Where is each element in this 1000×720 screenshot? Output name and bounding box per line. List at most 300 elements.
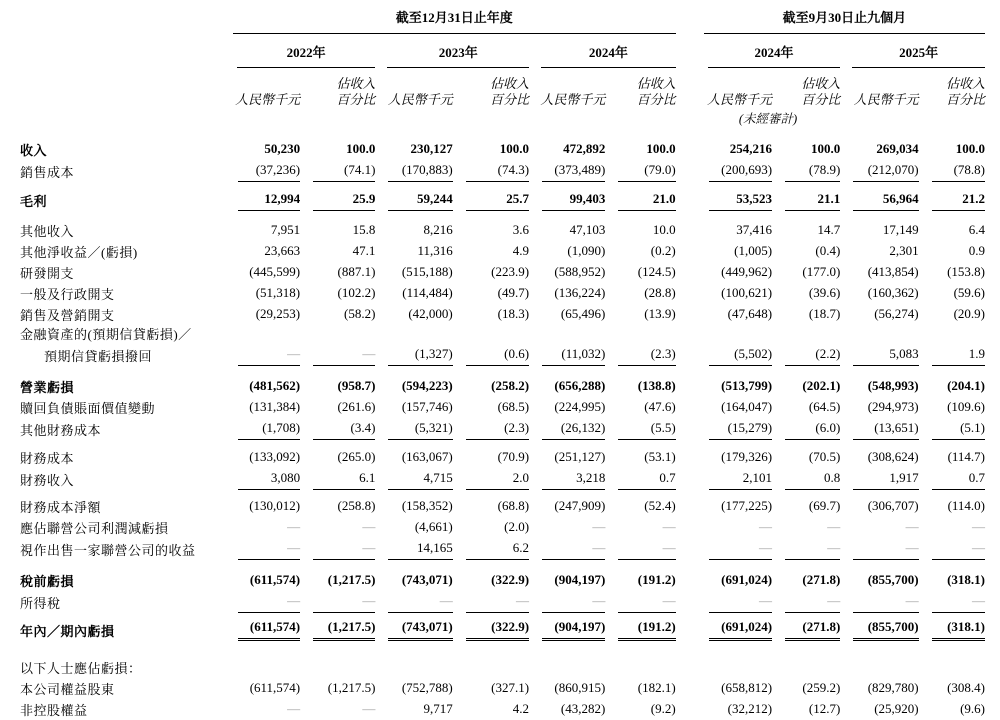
cell-value: (5,502) xyxy=(709,344,772,366)
pct-cell xyxy=(919,220,985,241)
group-header-row xyxy=(20,8,985,34)
cell-value: 56,964 xyxy=(853,189,918,211)
cell-value: (11,032) xyxy=(542,344,605,366)
cell-value: 47,103 xyxy=(569,222,606,237)
pct-cell xyxy=(453,570,529,591)
cell-value: (200,693) xyxy=(709,160,772,182)
pct-cell xyxy=(300,220,375,241)
cell-value: (1,217.5) xyxy=(327,680,376,695)
pct-cell xyxy=(772,591,840,613)
pct-cell xyxy=(605,220,675,241)
cell-value: (43,282) xyxy=(560,701,606,716)
pct-cell xyxy=(605,538,675,560)
table-row xyxy=(20,699,985,720)
corner-cell xyxy=(20,34,225,68)
cell-value: (59.6) xyxy=(953,285,985,300)
amount-cell xyxy=(225,678,300,699)
cell-value: (656,288) xyxy=(554,378,606,393)
amount-cell xyxy=(225,591,300,613)
amount-cell xyxy=(225,189,300,211)
amount-cell xyxy=(840,678,918,699)
cell-value: 3.6 xyxy=(512,222,530,237)
amount-cell xyxy=(840,344,918,366)
pct-cell xyxy=(772,139,840,160)
row-label: 金融資產的(預期信貸虧損)／ xyxy=(20,327,192,342)
amount-cell xyxy=(840,447,918,468)
group-header-label: 截至9月30日止九個月 xyxy=(704,8,985,34)
pct-cell xyxy=(453,160,529,182)
amount-cell xyxy=(840,538,918,560)
cell-value: (78.9) xyxy=(785,160,840,182)
amount-cell xyxy=(840,570,918,591)
cell-value: (271.8) xyxy=(802,572,841,587)
spacer-row xyxy=(20,560,985,570)
table-row xyxy=(20,678,985,699)
pct-cell xyxy=(300,538,375,560)
table-row xyxy=(20,617,985,641)
cell-value: (37,236) xyxy=(238,160,300,182)
cell-value: 14,165 xyxy=(388,538,452,560)
pct-cell xyxy=(919,189,985,211)
amount-cell xyxy=(529,418,605,440)
cell-value: — xyxy=(466,591,529,613)
cell-value: (100,621) xyxy=(721,285,773,300)
cell-value: — xyxy=(932,538,985,560)
cell-value: (109.6) xyxy=(947,399,985,414)
cell-value: (0.2) xyxy=(650,243,676,258)
table-row xyxy=(20,659,985,678)
gap-cell xyxy=(676,160,696,182)
cell-value: (1,005) xyxy=(734,243,773,258)
spacer-cell xyxy=(20,129,985,139)
amount-cell xyxy=(529,538,605,560)
amount-cell xyxy=(840,376,918,397)
cell-value: (829,780) xyxy=(867,680,919,695)
cell-value: (2.3) xyxy=(618,344,675,366)
table-row xyxy=(20,139,985,160)
pct-cell xyxy=(605,570,675,591)
pct-cell xyxy=(919,283,985,304)
amount-cell xyxy=(225,397,300,418)
pct-cell xyxy=(605,397,675,418)
year-header xyxy=(225,34,376,68)
cell-value: (79.0) xyxy=(618,160,675,182)
pct-cell xyxy=(453,678,529,699)
pct-cell xyxy=(772,160,840,182)
cell-value: 17,149 xyxy=(882,222,919,237)
gap-cell xyxy=(676,570,696,591)
gap-cell xyxy=(676,108,696,129)
cell-value: 100.0 xyxy=(646,141,676,156)
amount-cell xyxy=(840,139,918,160)
amount-cell xyxy=(840,468,918,490)
cell-value: (13,651) xyxy=(853,418,918,440)
cell-value: (2.0) xyxy=(504,519,530,534)
cell-value: 7,951 xyxy=(270,222,301,237)
gap-cell xyxy=(676,220,696,241)
cell-value: (261.6) xyxy=(337,399,376,414)
pct-cell xyxy=(919,139,985,160)
pct-cell xyxy=(453,262,529,283)
amount-cell xyxy=(225,241,300,262)
cell-value: — xyxy=(853,538,918,560)
cell-value: (611,574) xyxy=(238,617,300,641)
amount-cell xyxy=(225,160,300,182)
row-label: 毛利 xyxy=(20,194,48,209)
cell-value: — xyxy=(618,538,675,560)
table-row xyxy=(20,283,985,304)
amount-cell xyxy=(375,617,452,641)
table-row xyxy=(20,570,985,591)
pct-cell xyxy=(300,160,375,182)
row-label: 其他淨收益／(虧損) xyxy=(20,245,138,260)
cell-value: 99,403 xyxy=(542,189,605,211)
amount-cell xyxy=(696,344,772,366)
amount-cell xyxy=(375,468,452,490)
cell-value: — xyxy=(592,519,606,534)
amount-cell xyxy=(375,591,452,613)
amount-cell xyxy=(696,139,772,160)
amount-cell xyxy=(529,397,605,418)
cell-value: — xyxy=(932,591,985,613)
cell-value: (69.7) xyxy=(808,498,841,513)
gap-cell xyxy=(676,304,696,325)
cell-value: 9,717 xyxy=(423,701,453,716)
cell-value: (102.2) xyxy=(337,285,376,300)
cell-value: (904,197) xyxy=(542,617,605,641)
amount-cell xyxy=(696,241,772,262)
cell-value: (0.6) xyxy=(466,344,529,366)
amount-cell xyxy=(225,468,300,490)
pct-cell xyxy=(772,496,840,517)
gap-cell xyxy=(676,397,696,418)
cell-value: 37,416 xyxy=(736,222,773,237)
pct-cell xyxy=(919,344,985,366)
amount-cell xyxy=(529,517,605,538)
cell-value: (887.1) xyxy=(337,264,376,279)
year-header-label: 2023年 xyxy=(387,43,529,68)
amount-cell xyxy=(840,397,918,418)
gap-cell xyxy=(676,468,696,490)
cell-value: (56,274) xyxy=(874,306,919,321)
amount-cell xyxy=(375,262,452,283)
row-label: 營業虧損 xyxy=(20,380,75,395)
pct-cell xyxy=(453,496,529,517)
cell-value: (28.8) xyxy=(644,285,676,300)
amount-cell xyxy=(375,570,452,591)
amount-cell xyxy=(529,304,605,325)
cell-value: (0.4) xyxy=(815,243,841,258)
pct-cell xyxy=(772,189,840,211)
cell-value: 100.0 xyxy=(499,141,530,156)
table-row xyxy=(20,160,985,182)
cell-value: — xyxy=(542,591,605,613)
gap-cell xyxy=(676,538,696,560)
spacer-row xyxy=(20,211,985,220)
amount-cell xyxy=(840,304,918,325)
pct-cell xyxy=(300,139,375,160)
pct-cell xyxy=(300,189,375,211)
amount-cell xyxy=(225,139,300,160)
year-header xyxy=(529,34,676,68)
pct-cell xyxy=(919,538,985,560)
pct-cell xyxy=(453,517,529,538)
cell-value: (18.3) xyxy=(497,306,530,321)
amount-cell xyxy=(696,517,772,538)
cell-value: (52.4) xyxy=(644,498,676,513)
cell-value: (855,700) xyxy=(867,572,919,587)
amount-cell xyxy=(375,418,452,440)
pct-cell xyxy=(605,617,675,641)
pct-cell xyxy=(605,262,675,283)
cell-value: (322.9) xyxy=(491,572,530,587)
cell-value: (449,962) xyxy=(721,264,773,279)
cell-value: — xyxy=(313,591,375,613)
cell-value: — xyxy=(972,519,985,534)
cell-value: — xyxy=(313,344,375,366)
cell-value: 100.0 xyxy=(346,141,376,156)
table-row xyxy=(20,262,985,283)
row-label: 財務成本淨額 xyxy=(20,500,102,515)
pct-cell xyxy=(772,241,840,262)
cell-value: (65,496) xyxy=(560,306,606,321)
cell-value: (138.8) xyxy=(637,378,676,393)
table-row xyxy=(20,397,985,418)
cell-value: (258.8) xyxy=(337,498,376,513)
amount-cell xyxy=(529,344,605,366)
cell-value: — xyxy=(238,591,300,613)
gap-cell xyxy=(676,376,696,397)
amount-cell xyxy=(529,468,605,490)
table-row xyxy=(20,468,985,490)
cell-value: 21.0 xyxy=(618,189,675,211)
cell-value: (611,574) xyxy=(249,680,301,695)
cell-value: (74.1) xyxy=(313,160,375,182)
pct-cell xyxy=(605,160,675,182)
year-header-label: 2024年 xyxy=(708,43,841,68)
pct-cell xyxy=(300,262,375,283)
pct-cell xyxy=(605,304,675,325)
unaudited-row xyxy=(20,108,985,129)
gap-cell xyxy=(676,241,696,262)
amount-cell xyxy=(840,189,918,211)
row-label: 收入 xyxy=(20,143,48,158)
amount-cell xyxy=(696,376,772,397)
pct-cell xyxy=(453,397,529,418)
cell-value: (318.1) xyxy=(947,572,985,587)
amount-cell xyxy=(696,591,772,613)
gap-cell xyxy=(676,496,696,517)
cell-value: (1,090) xyxy=(567,243,606,258)
row-label: 年內／期內虧損 xyxy=(20,624,115,639)
table-row xyxy=(20,189,985,211)
cell-value: — xyxy=(287,701,301,716)
pct-cell xyxy=(605,591,675,613)
gap-cell xyxy=(676,418,696,440)
amount-cell xyxy=(375,538,452,560)
cell-value: 23,663 xyxy=(264,243,301,258)
pct-cell xyxy=(605,468,675,490)
pct-cell xyxy=(300,517,375,538)
pct-cell xyxy=(605,344,675,366)
row-label: 本公司權益股東 xyxy=(20,682,115,697)
cell-value: (78.8) xyxy=(932,160,985,182)
amount-cell xyxy=(529,699,605,720)
cell-value: (68.8) xyxy=(497,498,530,513)
amount-cell xyxy=(529,220,605,241)
cell-value: 50,230 xyxy=(264,141,301,156)
pct-cell xyxy=(300,678,375,699)
row-label: 研發開支 xyxy=(20,266,75,281)
spacer-cell xyxy=(20,211,985,220)
pct-cell xyxy=(453,617,529,641)
pct-cell xyxy=(772,617,840,641)
spacer-row xyxy=(20,366,985,376)
row-label: 稅前虧損 xyxy=(20,574,75,589)
amount-cell xyxy=(696,418,772,440)
cell-value: (548,993) xyxy=(867,378,919,393)
cell-value: 472,892 xyxy=(563,141,606,156)
pct-cell xyxy=(605,418,675,440)
row-label: 非控股權益 xyxy=(20,703,88,718)
pct-cell xyxy=(300,283,375,304)
row-label: 應佔聯營公司利潤減虧損 xyxy=(20,521,169,536)
cell-value: (212,070) xyxy=(853,160,918,182)
pct-cell xyxy=(772,447,840,468)
pct-cell xyxy=(453,447,529,468)
amount-cell xyxy=(529,496,605,517)
amount-cell xyxy=(696,304,772,325)
corner-cell xyxy=(20,8,225,34)
amount-cell xyxy=(840,241,918,262)
cell-value: (594,223) xyxy=(401,378,453,393)
table-row xyxy=(20,241,985,262)
pct-cell xyxy=(919,678,985,699)
cell-value: 3,218 xyxy=(542,468,605,490)
subheader-amount-label: 人民幣千元 xyxy=(540,92,606,107)
pct-cell xyxy=(772,678,840,699)
amount-cell xyxy=(375,678,452,699)
pct-cell xyxy=(772,538,840,560)
subheader-pct-label: 佔收入 百分比 xyxy=(636,76,676,107)
amount-cell xyxy=(696,468,772,490)
amount-cell xyxy=(529,241,605,262)
cell-value: (158,352) xyxy=(401,498,453,513)
pct-cell xyxy=(772,517,840,538)
amount-cell xyxy=(840,418,918,440)
filler-cell xyxy=(20,108,676,129)
cell-value: 21.1 xyxy=(785,189,840,211)
table-row xyxy=(20,496,985,517)
subheader-amount-label: 人民幣千元 xyxy=(707,92,773,107)
amount-cell xyxy=(840,699,918,720)
pct-cell xyxy=(453,699,529,720)
cell-value: (6.0) xyxy=(785,418,840,440)
table-row xyxy=(20,538,985,560)
cell-value: 0.9 xyxy=(968,243,985,258)
amount-cell xyxy=(225,517,300,538)
amount-cell xyxy=(696,570,772,591)
subheader-amount xyxy=(696,68,772,108)
pct-cell xyxy=(453,283,529,304)
cell-value: (58.2) xyxy=(344,306,376,321)
cell-value: (308.4) xyxy=(947,680,985,695)
subheader-amount-label: 人民幣千元 xyxy=(853,92,919,107)
gap-cell xyxy=(676,283,696,304)
amount-cell xyxy=(375,139,452,160)
pct-cell xyxy=(300,591,375,613)
pct-cell xyxy=(919,591,985,613)
subheader-amount xyxy=(529,68,605,108)
cell-value: 4.9 xyxy=(512,243,530,258)
table-row xyxy=(20,447,985,468)
cell-value: 53,523 xyxy=(709,189,772,211)
year-header-row xyxy=(20,34,985,68)
cell-value: 254,216 xyxy=(729,141,773,156)
year-header xyxy=(696,34,841,68)
amount-cell xyxy=(529,591,605,613)
cell-value: — xyxy=(853,591,918,613)
cell-value: (32,212) xyxy=(727,701,773,716)
cell-value: (20.9) xyxy=(953,306,985,321)
pct-cell xyxy=(300,447,375,468)
amount-cell xyxy=(840,617,918,641)
amount-cell xyxy=(375,283,452,304)
amount-cell xyxy=(529,570,605,591)
spacer-cell xyxy=(20,182,985,189)
amount-cell xyxy=(696,699,772,720)
cell-value: (179,326) xyxy=(721,449,773,464)
cell-value: 2,101 xyxy=(709,468,772,490)
year-header xyxy=(840,34,985,68)
gap-cell xyxy=(676,617,696,641)
pct-cell xyxy=(919,617,985,641)
table-row xyxy=(20,517,985,538)
cell-value: (163,067) xyxy=(401,449,453,464)
row-label: 財務收入 xyxy=(20,473,75,488)
pct-cell xyxy=(300,376,375,397)
cell-value: (29,253) xyxy=(255,306,301,321)
cell-value: (1,217.5) xyxy=(313,617,375,641)
cell-value: (18.7) xyxy=(808,306,841,321)
cell-value: (64.5) xyxy=(808,399,841,414)
pct-cell xyxy=(605,376,675,397)
cell-value: (133,092) xyxy=(249,449,301,464)
pct-cell xyxy=(772,418,840,440)
cell-value: (515,188) xyxy=(401,264,453,279)
amount-cell xyxy=(696,283,772,304)
amount-cell xyxy=(529,160,605,182)
amount-cell xyxy=(225,283,300,304)
cell-value: (114.0) xyxy=(947,498,985,513)
amount-cell xyxy=(696,617,772,641)
cell-value: — xyxy=(709,591,772,613)
cell-value: (691,024) xyxy=(709,617,772,641)
cell-value: — xyxy=(759,519,773,534)
table-row xyxy=(20,344,985,366)
cell-value: (47,648) xyxy=(727,306,773,321)
spacer-cell xyxy=(20,440,985,447)
row-label: 預期信貸虧損撥回 xyxy=(44,349,153,364)
cell-value: (13.9) xyxy=(644,306,676,321)
cell-value: (182.1) xyxy=(637,680,676,695)
amount-cell xyxy=(529,678,605,699)
cell-value: 100.0 xyxy=(811,141,841,156)
pct-cell xyxy=(919,304,985,325)
cell-value: 4.2 xyxy=(512,701,530,716)
spacer-row xyxy=(20,641,985,659)
group-header-annual xyxy=(225,8,676,34)
